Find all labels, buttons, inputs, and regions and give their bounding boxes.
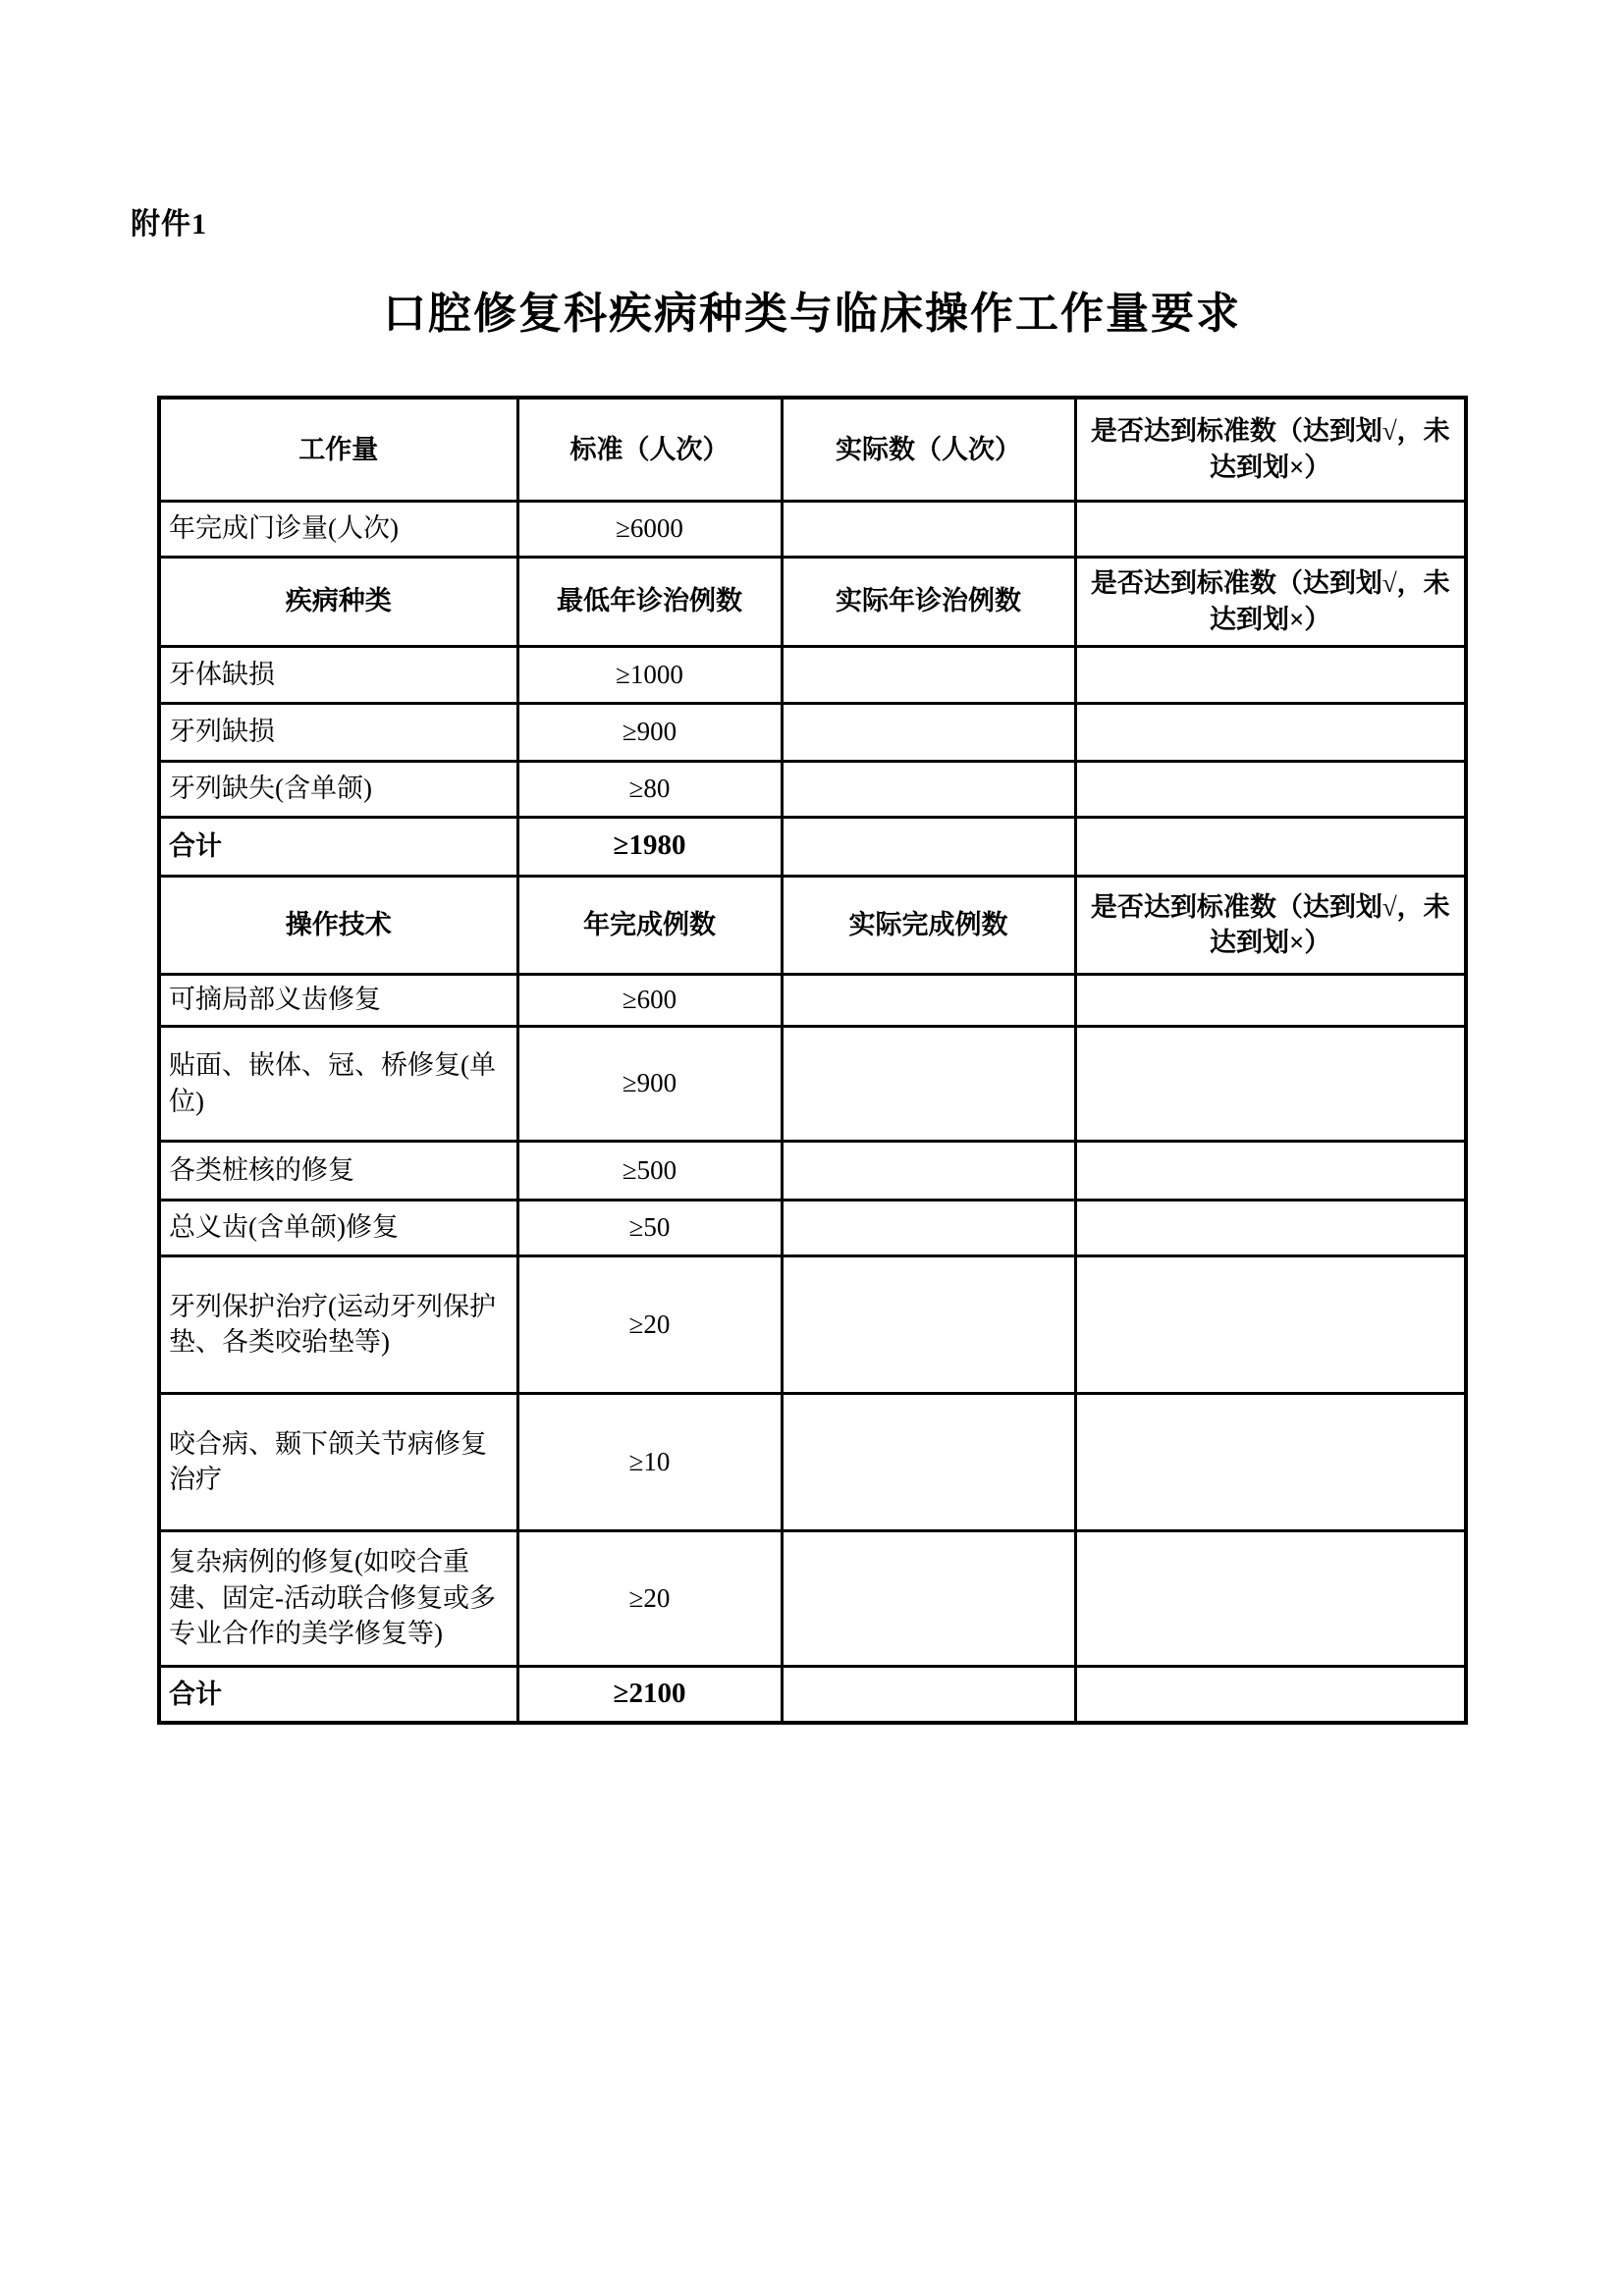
row-label: 牙列缺失(含单颌): [159, 761, 517, 817]
actual-value-cell: [782, 761, 1075, 817]
table-header-operation-techniques: [159, 876, 1466, 974]
table-row-complex-case-restoration: [159, 1530, 1466, 1666]
row-label: 可摘局部义齿修复: [159, 974, 517, 1026]
standard-value: ≥50: [517, 1200, 782, 1255]
column-header-actual: 实际数（人次）: [782, 398, 1075, 501]
actual-value-cell: [782, 1666, 1075, 1723]
met-standard-cell: [1075, 817, 1466, 876]
row-label: 牙列保护治疗(运动牙列保护垫、各类咬骀垫等): [159, 1255, 517, 1393]
row-label: 总义齿(含单颌)修复: [159, 1200, 517, 1255]
actual-value-cell: [782, 1026, 1075, 1141]
actual-value-cell: [782, 1530, 1075, 1666]
standard-value: ≥900: [517, 703, 782, 761]
met-standard-cell: [1075, 1530, 1466, 1666]
met-standard-cell: [1075, 703, 1466, 761]
actual-value-cell: [782, 974, 1075, 1026]
page-title: 口腔修复科疾病种类与临床操作工作量要求: [383, 290, 1241, 338]
standard-value: ≥20: [517, 1530, 782, 1666]
met-standard-cell: [1075, 501, 1466, 557]
table-row-removable-partial-denture: [159, 974, 1466, 1026]
column-header-annual-completed-cases: 年完成例数: [517, 876, 782, 974]
table-row-disease-total: [159, 817, 1466, 876]
table-row-dentition-protection-treatment: [159, 1255, 1466, 1393]
standard-value: ≥80: [517, 761, 782, 817]
column-header-actual-annual-cases: 实际年诊治例数: [782, 557, 1075, 646]
met-standard-cell: [1075, 1255, 1466, 1393]
actual-value-cell: [782, 1255, 1075, 1393]
table-row-veneer-inlay-crown-bridge: [159, 1026, 1466, 1141]
column-header-operation-techniques: 操作技术: [159, 876, 517, 974]
column-header-actual-completed-cases: 实际完成例数: [782, 876, 1075, 974]
row-label: 牙列缺损: [159, 703, 517, 761]
column-header-workload: 工作量: [159, 398, 517, 501]
met-standard-cell: [1075, 1393, 1466, 1530]
standard-value: ≥20: [517, 1255, 782, 1393]
table-row-annual-outpatient-volume: [159, 501, 1466, 557]
row-label: 咬合病、颞下颌关节病修复治疗: [159, 1393, 517, 1530]
met-standard-cell: [1075, 646, 1466, 703]
table-row-occlusal-tmj-disease-treatment: [159, 1393, 1466, 1530]
standard-value: ≥10: [517, 1393, 782, 1530]
total-label: 合计: [159, 1666, 517, 1723]
row-label: 各类桩核的修复: [159, 1141, 517, 1200]
met-standard-cell: [1075, 1666, 1466, 1723]
table-row-complete-denture: [159, 1200, 1466, 1255]
table-row-operation-total: [159, 1666, 1466, 1723]
column-header-disease-types: 疾病种类: [159, 557, 517, 646]
column-header-min-annual-cases: 最低年诊治例数: [517, 557, 782, 646]
met-standard-cell: [1075, 974, 1466, 1026]
total-standard-value: ≥1980: [517, 817, 782, 876]
met-standard-cell: [1075, 1200, 1466, 1255]
met-standard-cell: [1075, 1026, 1466, 1141]
actual-value-cell: [782, 1141, 1075, 1200]
standard-value: ≥500: [517, 1141, 782, 1200]
standard-value: ≥900: [517, 1026, 782, 1141]
actual-value-cell: [782, 817, 1075, 876]
actual-value-cell: [782, 646, 1075, 703]
column-header-met-standard: 是否达到标准数（达到划√，未达到划×）: [1075, 876, 1466, 974]
attachment-label: 附件1: [131, 208, 207, 240]
actual-value-cell: [782, 1200, 1075, 1255]
row-label: 贴面、嵌体、冠、桥修复(单位): [159, 1026, 517, 1141]
actual-value-cell: [782, 703, 1075, 761]
row-label: 牙体缺损: [159, 646, 517, 703]
met-standard-cell: [1075, 761, 1466, 817]
table-row-dentition-loss: [159, 761, 1466, 817]
column-header-met-standard: 是否达到标准数（达到划√，未达到划×）: [1075, 398, 1466, 501]
standard-value: ≥600: [517, 974, 782, 1026]
column-header-met-standard: 是否达到标准数（达到划√，未达到划×）: [1075, 557, 1466, 646]
column-header-standard: 标准（人次）: [517, 398, 782, 501]
met-standard-cell: [1075, 1141, 1466, 1200]
table-header-workload: [159, 398, 1466, 501]
standard-value: ≥6000: [517, 501, 782, 557]
row-label: 复杂病例的修复(如咬合重建、固定-活动联合修复或多专业合作的美学修复等): [159, 1530, 517, 1666]
table-row-tooth-defect: [159, 646, 1466, 703]
row-label: 年完成门诊量(人次): [159, 501, 517, 557]
table-header-disease-types: [159, 557, 1466, 646]
actual-value-cell: [782, 501, 1075, 557]
total-label: 合计: [159, 817, 517, 876]
standard-value: ≥1000: [517, 646, 782, 703]
workload-requirements-table: [157, 396, 1468, 1725]
total-standard-value: ≥2100: [517, 1666, 782, 1723]
actual-value-cell: [782, 1393, 1075, 1530]
table-row-dentition-defect: [159, 703, 1466, 761]
table-row-post-and-core: [159, 1141, 1466, 1200]
